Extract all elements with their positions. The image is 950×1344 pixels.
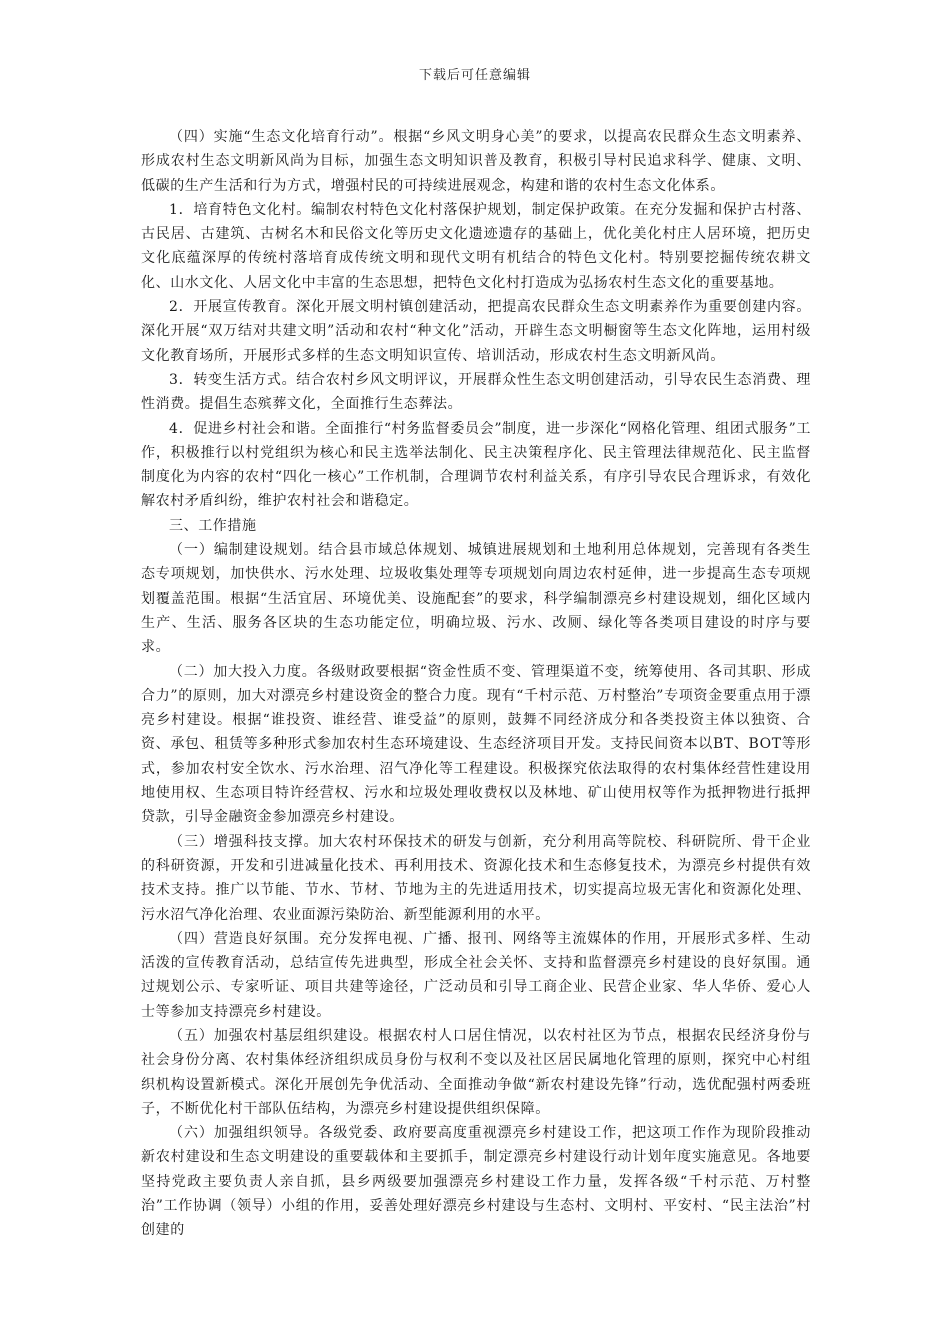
paragraph-investment: （二）加大投入力度。各级财政要根据“资金性质不变、管理渠道不变，统筹使用、各司其职、形成合力”的原则，加大对漂亮乡村建设资金的整合力度。现有“千村示范、万村整治”专项资金要重点用于漂亮乡村建设。根据“谁投资、谁经营、谁受益”的原则，鼓舞不同经济成分和各类投资主体以独资、合资、承包、租赁等多种形式参加农村生态环境建设、生态经济项目开发。支持民间资本以BT、BOT等形式，参加农村安全饮水、污水治理、沼气净化等工程建设。积极探究依法取得的农村集体经营性建设用地使用权、生态项目特许经营权、污水和垃圾处理收费权以及林地、矿山使用权等作为抵押物进行抵押贷款，引导金融资金参加漂亮乡村建设。 [141, 663, 811, 826]
paragraph-atmosphere: （四）营造良好氛围。充分发挥电视、广播、报刊、网络等主流媒体的作用，开展形式多样、生动活泼的宣传教育活动，总结宣传先进典型，形成全社会关怀、支持和监督漂亮乡村建设的良好氛围。通过规划公示、专家听证、项目共建等途径，广泛动员和引导工商企业、民营企业家、华人华侨、爱心人士等参加支持漂亮乡村建设。 [141, 930, 811, 1020]
paragraph-technology-support: （三）增强科技支撑。加大农村环保技术的研发与创新，充分利用高等院校、科研院所、骨干企业的科研资源，开发和引进减量化技术、再利用技术、资源化技术和生态修复技术，为漂亮乡村提供有效技术支持。推广以节能、节水、节材、节地为主的先进适用技术，切实提高垃圾无害化和资源化处理、污水沼气净化治理、农业面源污染防治、新型能源利用的水平。 [141, 833, 811, 923]
paragraph-lifestyle-change: 3．转变生活方式。结合农村乡风文明评议，开展群众性生态文明创建活动，引导农民生态消费、理性消费。提倡生态殡葬文化，全面推行生态葬法。 [141, 371, 811, 413]
paragraph-ecological-culture-action: （四）实施“生态文化培育行动”。根据“乡风文明身心美”的要求，以提高农民群众生态文明素养、形成农村生态文明新风尚为目标，加强生态文明知识普及教育，积极引导村民追求科学、健康、文明、低碳的生产生活和行为方式，增强村民的可持续进展观念，构建和谐的农村生态文化体系。 [141, 129, 811, 194]
paragraph-construction-planning: （一）编制建设规划。结合县市域总体规划、城镇进展规划和土地利用总体规划，完善现有各类生态专项规划，加快供水、污水处理、垃圾收集处理等专项规划向周边农村延伸，进一步提高生态专项规划覆盖范围。根据“生活宜居、环境优美、设施配套”的要求，科学编制漂亮乡村建设规划，细化区域内生产、生活、服务各区块的生态功能定位，明确垃圾、污水、改厕、绿化等各类项目建设的时序与要求。 [141, 542, 811, 656]
section-heading-work-measures: 三、工作措施 [169, 517, 257, 534]
document-body [141, 125, 811, 1243]
paragraph-publicity-education: 2．开展宣传教育。深化开展文明村镇创建活动，把提高农民群众生态文明素养作为重要创建内容。深化开展“双万结对共建文明”活动和农村“种文化”活动，开辟生态文明橱窗等生态文化阵地，运用村级文化教育场所，开展形式多样的生态文明知识宣传、培训活动，形成农村生态文明新风尚。 [141, 299, 811, 364]
paragraph-cultural-village: 1．培育特色文化村。编制农村特色文化村落保护规划，制定保护政策。在充分发掘和保护古村落、古民居、古建筑、古树名木和民俗文化等历史文化遗迹遗存的基础上，优化美化村庄人居环境，把历史文化底蕴深厚的传统村落培育成传统文明和现代文明有机结合的特色文化村。特别要挖掘传统农耕文化、山水文化、人居文化中丰富的生态思想，把特色文化村打造成为弘扬农村生态文化的重要基地。 [141, 201, 811, 291]
paragraph-rural-harmony: 4．促进乡村社会和谐。全面推行“村务监督委员会”制度，进一步深化“网格化管理、组团式服务”工作，积极推行以村党组织为核心和民主选举法制化、民主决策程序化、民主管理法律规范化、民主监督制度化为内容的农村“四化一核心”工作机制，合理调节农村利益关系，有序引导农民合理诉求，有效化解农村矛盾纠纷，维护农村社会和谐稳定。 [141, 420, 811, 510]
paragraph-leadership: （六）加强组织领导。各级党委、政府要高度重视漂亮乡村建设工作，把这项工作作为现阶段推动新农村建设和生态文明建设的重要载体和主要抓手，制定漂亮乡村建设行动计划年度实施意见。各地要坚持党政主要负责人亲自抓，县乡两级要加强漂亮乡村建设工作力量，发挥各级“千村示范、万村整治”工作协调（领导）小组的作用，妥善处理好漂亮乡村建设与生态村、文明村、平安村、“民主法治”村创建的 [141, 1125, 811, 1239]
paragraph-grassroots-organization: （五）加强农村基层组织建设。根据农村人口居住情况，以农村社区为节点，根据农民经济身份与社会身份分离、农村集体经济组织成员身份与权利不变以及社区居民属地化管理的原则，探究中心村组织机构设置新模式。深化开展创先争优活动、全面推动争做“新农村建设先锋”行动，选优配强村两委班子，不断优化村干部队伍结构，为漂亮乡村建设提供组织保障。 [141, 1027, 811, 1117]
page-header: 下载后可任意编辑 [418, 68, 531, 83]
